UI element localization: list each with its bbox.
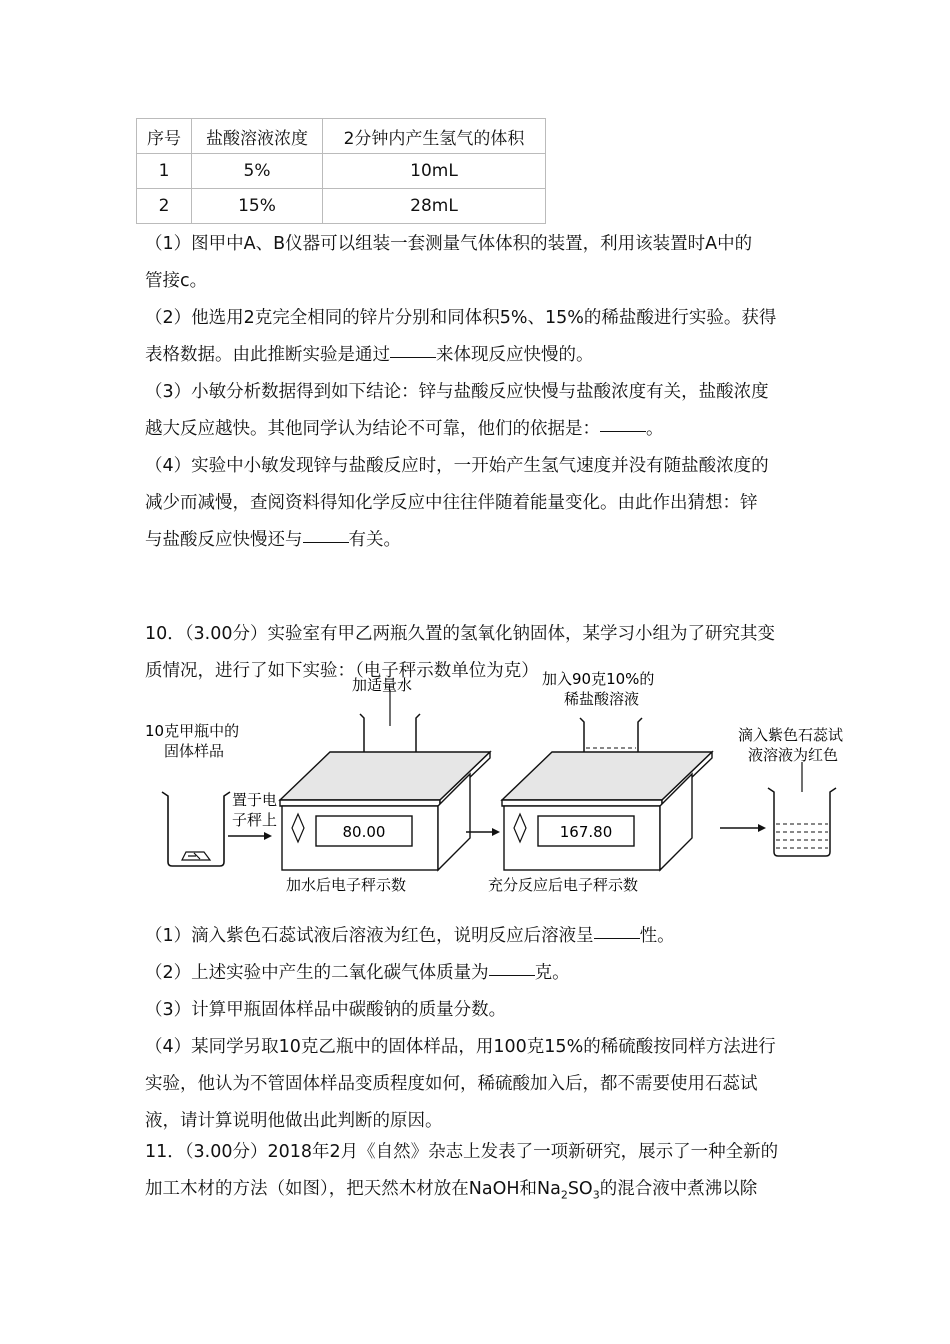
scale-reading-1: 80.00 (342, 823, 386, 841)
caption-after-reaction: 充分反应后电子秤示数 (488, 876, 639, 894)
table-cell: 28mL (323, 189, 546, 224)
litmus-label-line2: 液溶液为红色 (748, 746, 839, 764)
place-label-line1: 置于电 (232, 791, 278, 809)
table-row (137, 154, 546, 189)
q9-part2-line2 (145, 337, 810, 374)
text: 表格数据。由此推断实验是通过 (145, 345, 390, 365)
text: 与盐酸反应快慢还与 (145, 530, 303, 550)
q9-part4-line3 (145, 522, 810, 559)
q10-sub4-line3: 液，请计算说明他做出此判断的原因。 (145, 1111, 443, 1131)
text: 的混合液中煮沸以除 (599, 1179, 758, 1199)
table-cell: 5% (192, 154, 323, 189)
q11-section (145, 1134, 810, 1214)
q9-section (145, 226, 810, 559)
q10-line1: 10．（3.00分）实验室有甲乙两瓶久置的氢氧化钠固体，某学习小组为了研究其变 (145, 624, 775, 644)
table-cell: 1 (137, 154, 192, 189)
subscript: 3 (592, 1188, 600, 1202)
q9-part2-line1: （2）他选用2克完全相同的锌片分别和同体积5%、15%的稀盐酸进行实验。获得 (145, 308, 777, 328)
answer-blank[interactable] (390, 356, 436, 358)
q10-subquestions (145, 918, 810, 1140)
q10-sub2 (145, 955, 810, 992)
text: 有关。 (348, 530, 401, 550)
text: SO (567, 1179, 593, 1199)
experiment-figure (140, 660, 870, 900)
answer-blank[interactable] (489, 974, 535, 976)
header-cell: 2分钟内产生氢气的体积 (323, 119, 546, 154)
sample-label-line2: 固体样品 (164, 742, 225, 760)
table-row (137, 189, 546, 224)
data-table (136, 118, 546, 224)
header-cell: 序号 (137, 119, 192, 154)
answer-blank[interactable] (594, 937, 640, 939)
answer-blank[interactable] (600, 430, 646, 432)
answer-blank[interactable] (303, 541, 349, 543)
text: 来体现反应快慢的。 (436, 345, 594, 365)
subscript: 2 (560, 1188, 568, 1202)
litmus-label-line1: 滴入紫色石蕊试 (738, 726, 844, 744)
scale-reading-2: 167.80 (559, 823, 613, 841)
sample-label-line1: 10克甲瓶中的 (145, 722, 240, 740)
q10-line2: 质情况，进行了如下实验：（电子秤示数单位为克） (145, 661, 539, 681)
arrow-icon (466, 828, 500, 836)
q11-line1: 11．（3.00分）2018年2月《自然》杂志上发表了一项新研究，展示了一种全新的 (145, 1142, 779, 1162)
q9-part1-line2: 管接c。 (145, 271, 208, 291)
result-beaker (768, 762, 836, 856)
q9-part4-line1: （4）实验中小敏发现锌与盐酸反应时，一开始产生氢气速度并没有随盐酸浓度的 (145, 456, 769, 476)
add-acid-label-line2: 稀盐酸溶液 (564, 690, 640, 708)
text: （1）滴入紫色石蕊试液后溶液为红色，说明反应后溶液呈 (145, 926, 594, 946)
add-water-label: 加适量水 (352, 676, 413, 694)
q10-sub3: （3）计算甲瓶固体样品中碳酸钠的质量分数。 (145, 1000, 507, 1020)
table-cell: 15% (192, 189, 323, 224)
q10-sub1 (145, 918, 810, 955)
q9-part4-line2: 减少而减慢，查阅资料得知化学反应中往往伴随着能量变化。由此作出猜想：锌 (145, 493, 758, 513)
sample-beaker (162, 792, 230, 866)
add-acid-label-line1: 加入90克10%的 (542, 670, 655, 688)
header-cell: 盐酸溶液浓度 (192, 119, 323, 154)
text: 加工木材的方法（如图），把天然木材放在NaOH和Na (145, 1179, 561, 1199)
electronic-scale (502, 752, 712, 870)
q11-line2 (145, 1171, 810, 1214)
text: （2）上述实验中产生的二氧化碳气体质量为 (145, 963, 489, 983)
arrow-icon (720, 824, 766, 832)
caption-after-water: 加水后电子秤示数 (286, 876, 407, 894)
q9-part1-line1: （1）图甲中A、B仪器可以组装一套测量气体体积的装置，利用该装置时A中的 (145, 234, 753, 254)
table-cell: 10mL (323, 154, 546, 189)
text: 性。 (639, 926, 675, 946)
arrow-icon (228, 832, 272, 840)
text: 越大反应越快。其他同学认为结论不可靠，他们的依据是： (145, 419, 600, 439)
table-header-row (137, 119, 546, 154)
place-label-line2: 子秤上 (232, 811, 278, 829)
text: 。 (646, 419, 664, 439)
q10-sub4-line1: （4）某同学另取10克乙瓶中的固体样品，用100克15%的稀硫酸按同样方法进行 (145, 1037, 776, 1057)
q10-sub4-line2: 实验，他认为不管固体样品变质程度如何，稀硫酸加入后，都不需要使用石蕊试 (145, 1074, 758, 1094)
electronic-scale (280, 752, 490, 870)
q9-part3-line1: （3）小敏分析数据得到如下结论：锌与盐酸反应快慢与盐酸浓度有关，盐酸浓度 (145, 382, 769, 402)
q9-part3-line2 (145, 411, 810, 448)
table-cell: 2 (137, 189, 192, 224)
text: 克。 (534, 963, 570, 983)
